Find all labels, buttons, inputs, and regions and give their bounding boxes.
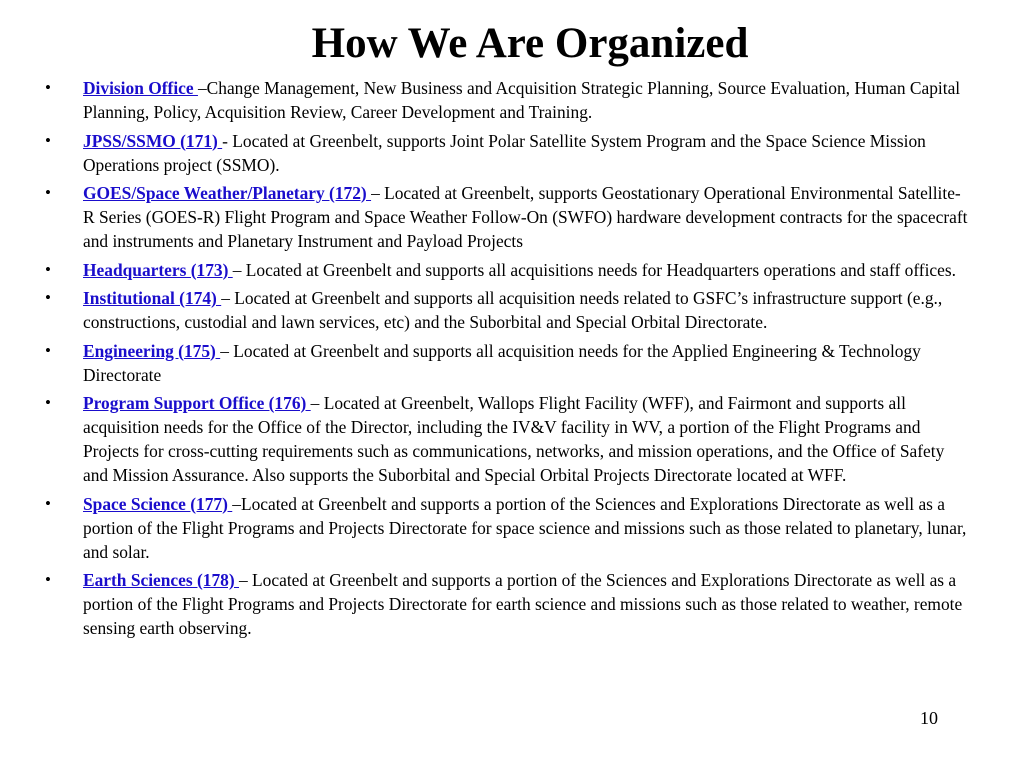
bullet-icon: • [45, 259, 51, 279]
list-item [0, 286, 1000, 334]
item-description: – Located at Greenbelt and supports all acquisition needs for the Applied Engineering & Technology Directorate [83, 340, 921, 385]
list-item [0, 129, 1000, 177]
bullet-icon: • [45, 340, 51, 360]
item-description: –Change Management, New Business and Acquisition Strategic Planning, Source Evaluation, Human Capital Planning, Policy, Acquisition Review, Career Development and Training. [83, 78, 961, 122]
item-description: – Located at Greenbelt, supports Geostationary Operational Environmental Satellite-R Series (GOES-R) Flight Program and Space Weather Follow-On (SWFO) hardware development contracts for the spacecraft and instruments and Planetary Instrument and Payload Projects [83, 183, 968, 251]
bullet-icon: • [45, 570, 51, 589]
list-item [0, 568, 1000, 640]
bullet-list [0, 76, 1000, 645]
list-item [0, 181, 1000, 253]
list-item [0, 76, 1000, 124]
bullet-icon: • [45, 288, 51, 307]
institutional-link[interactable]: Institutional (174) [83, 288, 222, 308]
bullet-icon: • [45, 78, 51, 97]
earth-sciences-link[interactable]: Earth Sciences (178) [83, 570, 240, 590]
item-description: – Located at Greenbelt, Wallops Flight Facility (WFF), and Fairmont and supports all acquisition needs for the Office of the Director, including the IV&V facility in WV, a portion of the Flight Programs and Projects for cross-cutting requirements such as communications, networks, and mission operations, and the Office of Safety and Mission Assurance. Also supports the Suborbital and Special Orbital Projects Directorate located at WFF. [83, 393, 945, 485]
list-item [0, 258, 1000, 282]
bullet-icon: • [45, 183, 51, 202]
item-description: - Located at Greenbelt, supports Joint Polar Satellite System Program and the Space Science Mission Operations project (SSMO). [83, 130, 926, 175]
list-item [0, 492, 1000, 564]
division-office-link[interactable]: Division Office [83, 78, 198, 98]
goes-space-weather-planetary-link[interactable]: GOES/Space Weather/Planetary (172) [83, 183, 372, 203]
space-science-link[interactable]: Space Science (177) [83, 493, 233, 514]
list-item [0, 339, 1000, 387]
list-item [0, 391, 1000, 487]
item-description: – Located at Greenbelt and supports all acquisition needs related to GSFC’s infrastructure support (e.g., constructions, custodial and lawn services, etc) and the Suborbital and Special Orbital Directorate. [83, 288, 943, 332]
headquarters-link[interactable]: Headquarters (173) [83, 259, 233, 280]
item-description: –Located at Greenbelt and supports a portion of the Sciences and Explorations Directorate as well as a portion of the Flight Programs and Projects Directorate for space science and missions such as those related to planetary, lunar, and solar. [83, 493, 967, 562]
page-number: 10 [920, 708, 938, 728]
item-description: – Located at Greenbelt and supports a portion of the Sciences and Explorations Directorate as well as a portion of the Flight Programs and Projects Directorate for earth science and missions such as those related to weather, remote sensing earth observing. [83, 570, 963, 638]
bullet-icon: • [45, 493, 51, 513]
item-description: – Located at Greenbelt and supports all acquisitions needs for Headquarters operations and staff offices. [232, 259, 956, 280]
bullet-icon: • [45, 130, 51, 150]
page-title: How We Are Organized [311, 20, 749, 67]
engineering-link[interactable]: Engineering (175) [83, 340, 221, 361]
program-support-office-link[interactable]: Program Support Office (176) [83, 393, 311, 413]
jpss-ssmo-link[interactable]: JPSS/SSMO (171) [83, 130, 223, 151]
bullet-icon: • [45, 393, 51, 412]
